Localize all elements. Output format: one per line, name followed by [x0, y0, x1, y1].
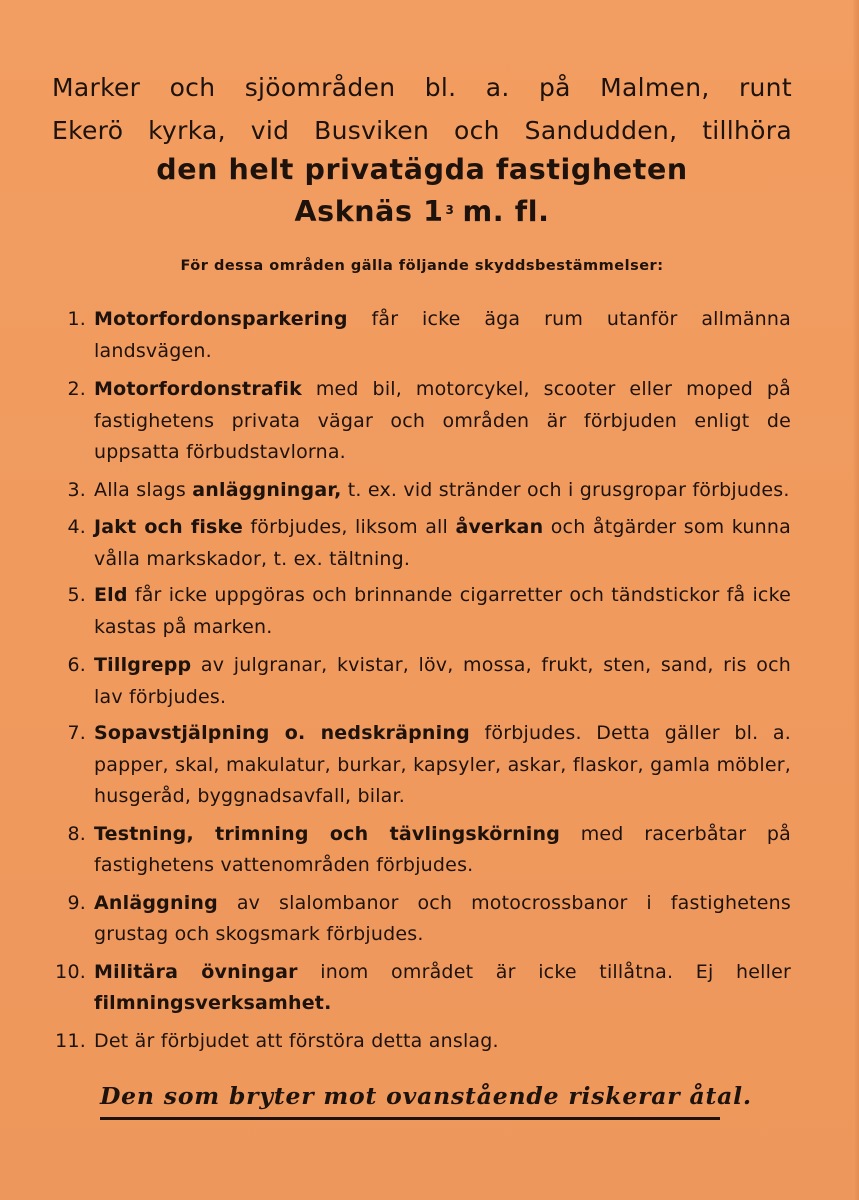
rule-number: 2. [67, 378, 86, 400]
paper-edge [853, 0, 859, 1200]
rules-list [46, 304, 791, 1057]
rule-keyword-2: filmningsverksamhet. [94, 992, 332, 1014]
property-superscript: 3 [445, 203, 455, 217]
intro-word: vid [250, 116, 290, 145]
property-suffix: m. fl. [462, 195, 550, 228]
rule-text [94, 718, 791, 813]
rule-rest: får icke äga rum utanför allmänna landsvägen. [94, 308, 791, 362]
rule-item-2 [46, 374, 791, 469]
rule-keyword: Eld [94, 584, 128, 606]
rule-item-4 [46, 512, 791, 575]
rule-text [94, 475, 791, 507]
rule-text [94, 1026, 791, 1058]
intro-line-1 [52, 66, 792, 109]
rule-keyword: Tillgrepp [94, 654, 192, 676]
rule-number: 3. [67, 478, 86, 501]
intro-word: Sandudden, [524, 116, 678, 145]
rule-item-7 [46, 718, 791, 813]
intro-word: a. [485, 73, 510, 102]
rule-number: 7. [67, 722, 86, 744]
rule-item-3 [46, 475, 791, 507]
headline-line-1: den helt privatägda fastigheten [156, 153, 688, 186]
warning-underline [100, 1117, 720, 1120]
intro-word: Marker [52, 73, 141, 102]
rule-keyword: Testning, trimning och tävlingskörning [94, 822, 561, 845]
rule-keyword: Motorfordonsparkering [94, 308, 348, 330]
rule-rest: t. ex. vid stränder och i grusgropar förbjudes. [341, 478, 790, 501]
rule-text [94, 580, 791, 643]
rule-number: 10. [55, 960, 86, 983]
rules-subheading: För dessa områden gälla följande skyddsbestämmelser: [180, 258, 664, 274]
rule-prefix: Alla slags [94, 478, 193, 501]
rule-middle: förbjudes, liksom all [242, 516, 456, 538]
rule-item-5 [46, 580, 791, 643]
rule-item-6 [46, 650, 791, 713]
intro-word: och [454, 116, 500, 145]
rule-prefix: Det är förbjudet att förstöra detta anslag. [94, 1029, 499, 1052]
rule-text [94, 819, 791, 882]
rule-item-11 [46, 1026, 791, 1058]
intro-word: på [538, 73, 571, 102]
rule-text [94, 512, 791, 575]
rule-rest: med racerbåtar på fastighetens vattenområden förbjudes. [94, 822, 791, 876]
rule-text [94, 888, 791, 951]
property-name: Asknäs 1 [294, 195, 444, 228]
intro-word: Ekerö [52, 116, 124, 145]
intro-text [52, 66, 792, 152]
rule-text [94, 304, 791, 367]
rule-number: 8. [67, 822, 86, 845]
rule-text [94, 650, 791, 713]
intro-word: sjöområden [244, 73, 396, 102]
intro-line-2 [52, 109, 792, 152]
rule-number: 1. [67, 308, 86, 330]
rule-item-10 [46, 957, 791, 1020]
rule-number: 9. [67, 891, 86, 914]
rule-keyword-2: åverkan [455, 516, 544, 538]
rule-rest: och åtgärder som kunna vålla markskador, t. ex. tältning. [94, 516, 791, 570]
rule-number: 11. [55, 1029, 86, 1052]
rule-middle: inom området är icke tillåtna. Ej heller [297, 960, 791, 983]
intro-word: runt [738, 73, 792, 102]
intro-word: kyrka, [148, 116, 226, 145]
rule-item-1 [46, 304, 791, 367]
rule-keyword: Sopavstjälpning o. nedskräpning [94, 722, 470, 744]
prosecution-warning: Den som bryter mot ovanstående riskerar åtal. [100, 1082, 752, 1110]
rule-number: 5. [67, 584, 86, 606]
headline-line-2 [52, 192, 792, 232]
intro-word: och [169, 73, 216, 102]
rule-text [94, 374, 791, 469]
rule-keyword: Jakt och fiske [94, 516, 243, 538]
rule-rest: får icke uppgöras och brinnande cigarretter och tändstickor få icke kastas på marken. [94, 584, 791, 638]
rule-rest: av julgranar, kvistar, löv, mossa, frukt, sten, sand, ris och lav förbjudes. [94, 654, 791, 708]
intro-word: Malmen, [600, 73, 710, 102]
intro-word: bl. [424, 73, 457, 102]
rule-text [94, 957, 791, 1020]
rule-item-8 [46, 819, 791, 882]
rule-keyword: Motorfordonstrafik [94, 378, 302, 400]
intro-word: Busviken [314, 116, 430, 145]
rule-number: 6. [67, 654, 86, 676]
rule-keyword: anläggningar, [192, 478, 342, 501]
rule-item-9 [46, 888, 791, 951]
rule-number: 4. [67, 516, 86, 538]
rule-keyword: Militära övningar [94, 960, 298, 983]
intro-word: tillhöra [702, 116, 792, 145]
rule-rest: med bil, motorcykel, scooter eller moped på fastighetens privata vägar och områden är förbjuden enligt de uppsatta förbudstavlorna. [94, 378, 791, 463]
rule-rest: av slalombanor och motocrossbanor i fastighetens grustag och skogsmark förbjudes. [94, 891, 791, 945]
rule-keyword: Anläggning [94, 891, 218, 914]
rule-rest: förbjudes. Detta gäller bl. a. papper, skal, makulatur, burkar, kapsyler, askar, flaskor, gamla möbler, husgeråd, byggnadsavfall, bilar. [94, 722, 792, 807]
